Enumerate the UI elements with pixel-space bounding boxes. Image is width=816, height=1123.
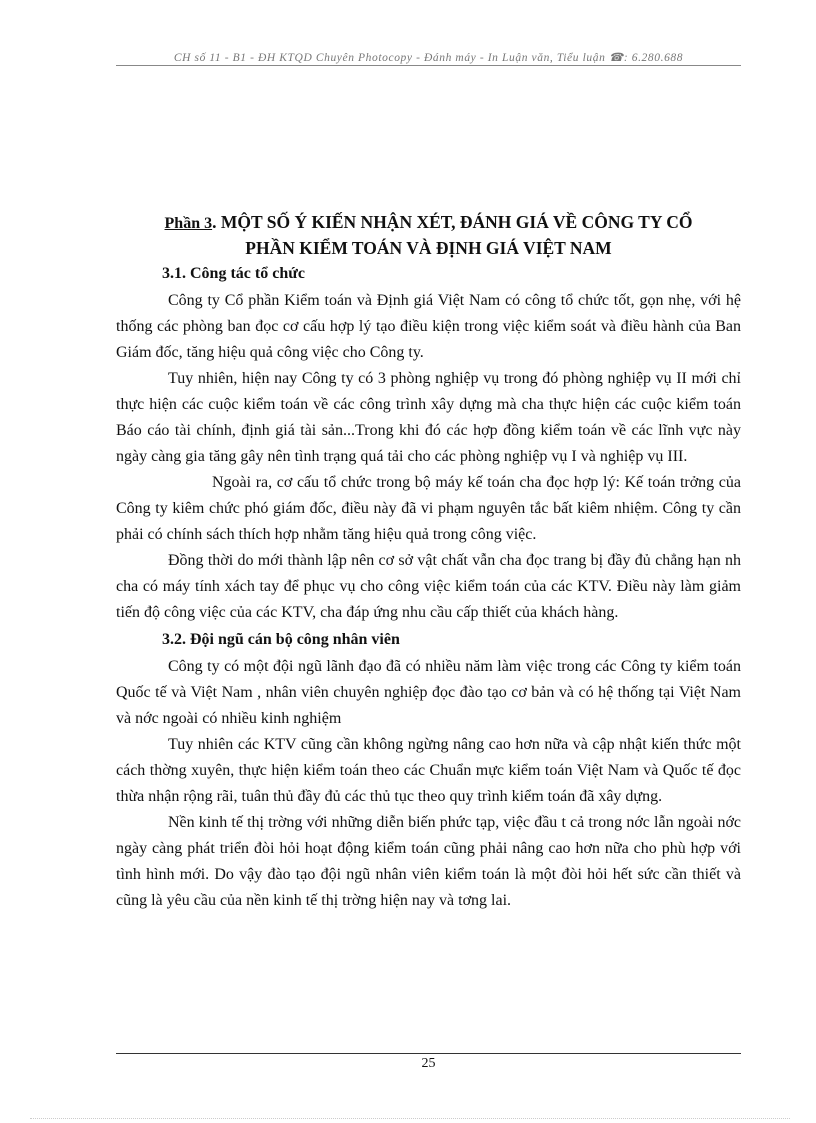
section-heading-3-2: 3.2. Đội ngũ cán bộ công nhân viên bbox=[162, 631, 400, 648]
bottom-dotted-line bbox=[30, 1118, 790, 1119]
paragraph: Công ty có một đội ngũ lãnh đạo đã có nhiều năm làm việc trong các Công ty kiểm toán Quốc tế và Việt Nam , nhân viên chuyên nghiệp đọc đào tạo cơ bản và có hệ thống tại Việt Nam và nớc ngoài có nhiều kinh nghiệm bbox=[116, 658, 741, 727]
paragraph: Tuy nhiên, hiện nay Công ty có 3 phòng nghiệp vụ trong đó phòng nghiệp vụ II mới chỉ thực hiện các cuộc kiểm toán về các công trình xây dựng mà cha thực hiện các cuộc kiểm toán Báo cáo tài chính, định giá tài sản...Trong khi đó các hợp đồng kiểm toán về các lĩnh vực này ngày càng gia tăng gây nên tình trạng quá tải cho các phòng nghiệp vụ I và nghiệp vụ III. bbox=[116, 370, 741, 465]
footer-rule bbox=[116, 1053, 741, 1054]
paragraph: Tuy nhiên các KTV cũng cần không ngừng nâng cao hơn nữa và cập nhật kiến thức một cách thờng xuyên, thực hiện kiểm toán theo các Chuẩn mực kiểm toán Việt Nam và Quốc tế đọc thừa nhận rộng rãi, tuân thủ đầy đủ các thủ tục theo quy trình kiểm toán đã xây dựng. bbox=[116, 736, 741, 805]
running-header: CH số 11 - B1 - ĐH KTQD Chuyên Photocopy - Đánh máy - In Luận văn, Tiểu luận ☎: 6.280.688 bbox=[173, 52, 684, 64]
header-rule bbox=[116, 65, 741, 66]
page-number: 25 bbox=[421, 1056, 436, 1071]
page-content bbox=[116, 210, 741, 914]
part-title-line-1 bbox=[116, 210, 741, 236]
paragraph: Đồng thời do mới thành lập nên cơ sở vật chất vẫn cha đọc trang bị đầy đủ chẳng hạn nh cha có máy tính xách tay để phục vụ cho công việc kiểm toán của các KTV. Điều này làm giảm tiến độ công việc của các KTV, cha đáp ứng nhu cầu cấp thiết của khách hàng. bbox=[116, 552, 741, 621]
paragraph: Nền kinh tế thị trờng với những diễn biến phức tạp, việc đầu t cả trong nớc lẫn ngoài nớc ngày càng phát triển đòi hỏi hoạt động kiểm toán cũng phải nâng cao hơn nữa cho phù hợp với tình hình mới. Do vậy đào tạo đội ngũ nhân viên kiểm toán là một đòi hỏi hết sức cần thiết và cũng là yêu cầu của nền kinh tế thị trờng hiện nay và tơng lai. bbox=[116, 814, 741, 909]
paragraph: Ngoài ra, cơ cấu tổ chức trong bộ máy kế toán cha đọc hợp lý: Kế toán trởng của Công ty kiêm chức phó giám đốc, điều này đã vi phạm nguyên tắc bất kiêm nhiệm. Công ty cần phải có chính sách thích hợp nhằm tăng hiệu quả trong công việc. bbox=[116, 474, 741, 543]
section-heading-3-1: 3.1. Công tác tổ chức bbox=[162, 265, 305, 282]
part-title bbox=[116, 210, 741, 260]
part-title-text-1: . MỘT SỐ Ý KIẾN NHẬN XÉT, ĐÁNH GIÁ VỀ CÔNG TY CỔ bbox=[212, 212, 693, 232]
part-label: Phần 3 bbox=[164, 215, 213, 232]
part-title-line-2: PHẦN KIỂM TOÁN VÀ ĐỊNH GIÁ VIỆT NAM bbox=[245, 238, 612, 258]
paragraph: Công ty Cổ phần Kiểm toán và Định giá Việt Nam có công tổ chức tốt, gọn nhẹ, với hệ thống các phòng ban đọc cơ cấu hợp lý tạo điều kiện trong việc kiểm soát và điều hành của Ban Giám đốc, tăng hiệu quả công việc cho Công ty. bbox=[116, 292, 741, 361]
